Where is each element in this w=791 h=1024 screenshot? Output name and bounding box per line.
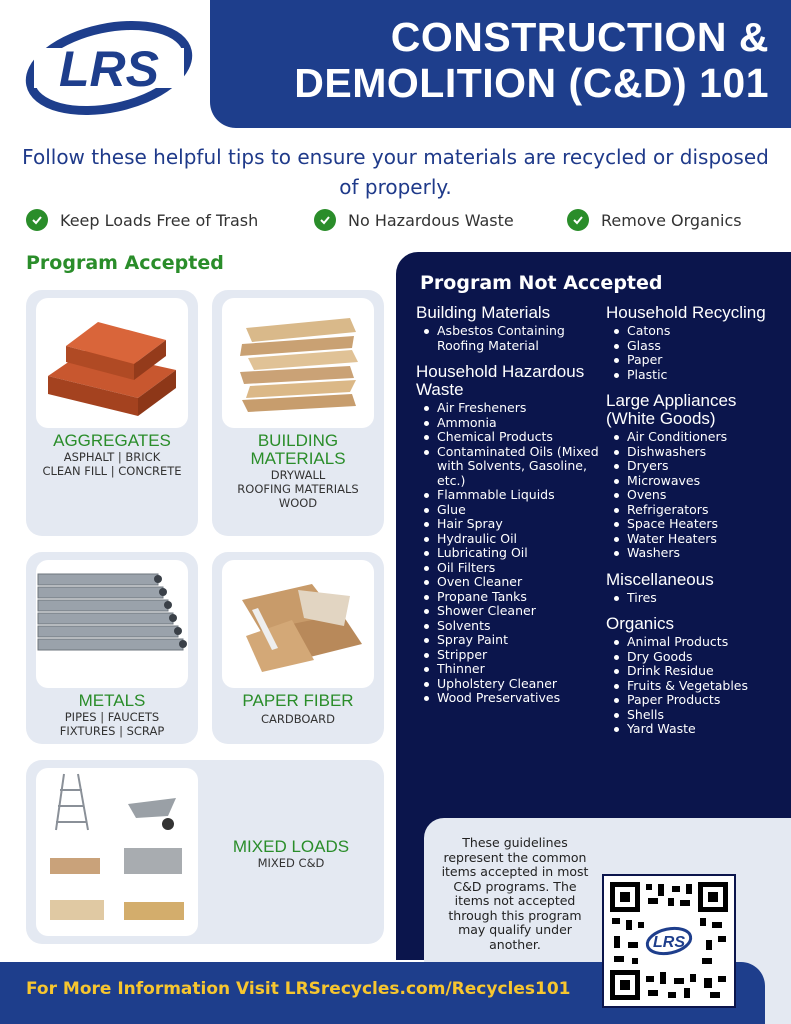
card-subtitle: WOOD — [278, 496, 318, 510]
list-item: Lubricating Oil — [416, 546, 601, 561]
category-heading: Household Hazardous Waste — [416, 362, 585, 399]
list-item: Spray Paint — [416, 633, 601, 648]
card-subtitle: MIXED C&D — [257, 856, 325, 870]
list-item: Glass — [606, 339, 786, 354]
list-item: Animal Products — [606, 635, 786, 650]
list-item: Glue — [416, 503, 601, 518]
list-item: Dishwashers — [606, 445, 786, 460]
logo-text: LRS — [59, 41, 159, 97]
card-subtitle: ROOFING MATERIALS — [237, 482, 359, 496]
card-title: METALS — [78, 691, 146, 710]
card-subtitle: ASPHALT | BRICK — [63, 450, 161, 464]
pipes-image — [36, 560, 188, 688]
card-mixed-loads — [26, 760, 384, 944]
accepted-title: Program Accepted — [26, 252, 224, 274]
tip-label: Keep Loads Free of Trash — [60, 210, 259, 230]
list-item: Plastic — [606, 368, 786, 383]
subtitle: Follow these helpful tips to ensure your materials are recycled or disposed of properly. — [22, 145, 769, 199]
list-item: Propane Tanks — [416, 590, 601, 605]
card-subtitle: FIXTURES | SCRAP — [59, 724, 165, 738]
category-heading: Household Recycling — [606, 303, 766, 322]
card-subtitle: CLEAN FILL | CONCRETE — [42, 464, 182, 478]
list-item: Ammonia — [416, 416, 601, 431]
brick-image — [36, 298, 188, 428]
wood-shingles-image — [222, 298, 374, 428]
list-item: Water Heaters — [606, 532, 786, 547]
list-item: Drink Residue — [606, 664, 786, 679]
list-item: Catons — [606, 324, 786, 339]
not-accepted-right-column — [606, 304, 786, 747]
footer-link-text[interactable]: For More Information Visit LRSrecycles.com/Recycles101 — [26, 979, 571, 999]
list-item: Upholstery Cleaner — [416, 677, 601, 692]
list-item: Asbestos Containing Roofing Material — [416, 324, 601, 353]
card-metals — [26, 552, 198, 744]
card-title: BUILDING MATERIALS — [250, 431, 346, 468]
list-item: Stripper — [416, 648, 601, 663]
tip-item — [567, 206, 742, 234]
list-item: Flammable Liquids — [416, 488, 601, 503]
cardboard-image — [222, 560, 374, 688]
guidelines-text: These guidelines represent the common items accepted in most C&D programs. The items not accepted through this program may qualify under another. — [441, 835, 589, 952]
not-accepted-title: Program Not Accepted — [420, 272, 663, 294]
list-item: Oven Cleaner — [416, 575, 601, 590]
list-item: Yard Waste — [606, 722, 786, 737]
card-building-materials — [212, 290, 384, 536]
qr-logo-text: LRS — [653, 934, 685, 951]
card-paper-fiber — [212, 552, 384, 744]
qr-code[interactable] — [602, 874, 736, 1008]
category-heading: Large Appliances (White Goods) — [606, 391, 737, 428]
tip-label: No Hazardous Waste — [348, 210, 514, 230]
list-item: Shells — [606, 708, 786, 723]
tip-item — [314, 206, 514, 234]
page-title: CONSTRUCTION & DEMOLITION (C&D) 101 — [294, 14, 769, 106]
not-accepted-left-column — [416, 304, 601, 716]
list-item: Hydraulic Oil — [416, 532, 601, 547]
mixed-materials-image — [36, 768, 198, 936]
list-item: Shower Cleaner — [416, 604, 601, 619]
list-item: Washers — [606, 546, 786, 561]
list-item: Air Conditioners — [606, 430, 786, 445]
card-title: AGGREGATES — [53, 431, 171, 450]
card-aggregates — [26, 290, 198, 536]
tips-row — [26, 206, 766, 234]
list-item: Microwaves — [606, 474, 786, 489]
list-item: Hair Spray — [416, 517, 601, 532]
list-item: Wood Preservatives — [416, 691, 601, 706]
list-item: Contaminated Oils (Mixed with Solvents, Gasoline, etc.) — [416, 445, 601, 489]
list-item: Refrigerators — [606, 503, 786, 518]
list-item: Chemical Products — [416, 430, 601, 445]
lrs-logo — [24, 18, 194, 118]
category-heading: Organics — [606, 614, 675, 633]
category-heading: Building Materials — [416, 303, 551, 322]
list-item: Tires — [606, 591, 786, 606]
card-title: MIXED LOADS — [232, 837, 350, 856]
list-item: Paper — [606, 353, 786, 368]
check-icon — [314, 209, 336, 231]
card-subtitle: CARDBOARD — [261, 712, 335, 726]
list-item: Space Heaters — [606, 517, 786, 532]
list-item: Solvents — [416, 619, 601, 634]
list-item: Oil Filters — [416, 561, 601, 576]
list-item: Ovens — [606, 488, 786, 503]
list-item: Dryers — [606, 459, 786, 474]
list-item: Air Fresheners — [416, 401, 601, 416]
list-item: Fruits & Vegetables — [606, 679, 786, 694]
tip-label: Remove Organics — [601, 210, 742, 230]
list-item: Dry Goods — [606, 650, 786, 665]
list-item: Thinner — [416, 662, 601, 677]
list-item: Paper Products — [606, 693, 786, 708]
card-subtitle: PIPES | FAUCETS — [64, 710, 160, 724]
check-icon — [567, 209, 589, 231]
tip-item — [26, 206, 258, 234]
check-icon — [26, 209, 48, 231]
card-subtitle: DRYWALL — [270, 468, 326, 482]
category-heading: Miscellaneous — [606, 569, 714, 589]
card-title: PAPER FIBER — [242, 691, 354, 710]
